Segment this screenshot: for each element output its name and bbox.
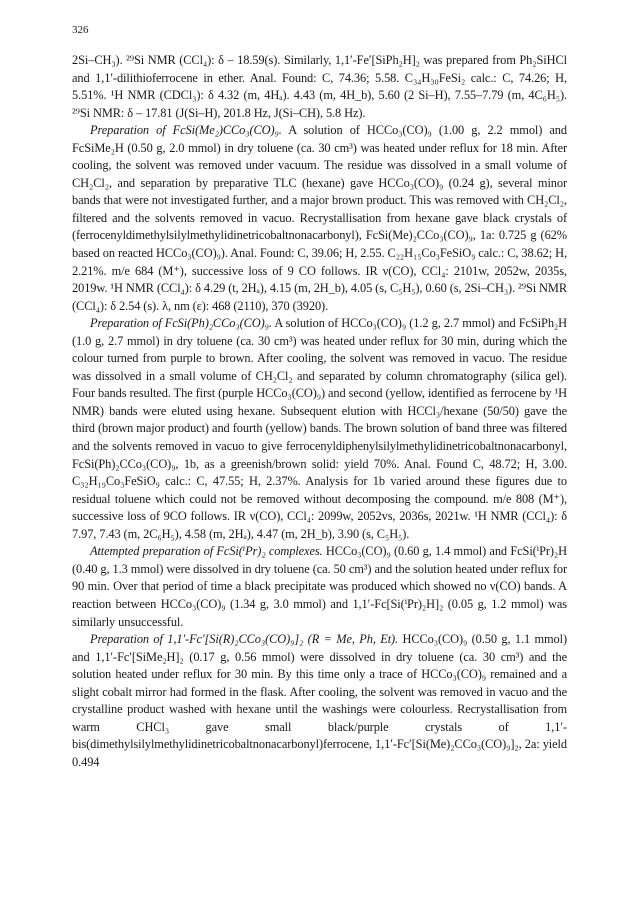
experimental-text xyxy=(72,52,567,771)
paragraph-heading: Preparation of FcSi(Ph)₂CCo₃(CO)₉. xyxy=(90,316,272,331)
paragraph-heading: Preparation of 1,1′-Fc′[Si(R)₂CCo₃(CO)₉]₂ (R = Me, Ph, Et). xyxy=(90,632,399,647)
paragraph-text: 2Si–CH₃). ²⁹Si NMR (CCl₄): δ – 18.59(s). Similarly, 1,1′-Fe′[SiPh₂H]₂ was prepared from Ph₂SiHCl and 1,1′-dilithioferrocene in ether. Anal. Found: C, 74.36; 5.58. C₃₄H₃₀FeSi₂ calc.: C, 74.26; H, 5.51%. ¹H NMR (CDCl₃): δ 4.32 (m, 4Hₐ). 4.43 (m, 4H_b), 5.60 (2 Si–H), 7.55–7.79 (m, 4C₆H₅). ²⁹Si NMR: δ – 17.81 (J(Si–H), 201.8 Hz, J(Si–CH), 5.8 Hz). xyxy=(72,53,567,120)
paragraph-text: HCCo₃(CO)₉ (0.50 g, 1.1 mmol) and 1,1′-Fc′[SiMe₂H]₂ (0.17 g, 0.56 mmol) were dissolved in dry toluene (ca. 30 cm³) and the solution heated under reflux for 30 min. By this time only a trace of HCCo₃(CO)₉ remained and a slight cobalt mirror had formed in the flask. After cooling, the solvent was removed in vacuo and the crystalline product washed with hexane until the washings were colourless. Recrystallisation from warm CHCl₃ gave small black/purple crystals of 1,1′-bis(dimethylsilylmethylidinetricobaltnonacarbonyl)ferrocene, 1,1′-Fc′[Si(Me)₂CCo₃(CO)₉]₂, 2a: yield 0.494 xyxy=(72,632,567,769)
paragraph-continuation xyxy=(72,52,567,122)
paragraph-heading: Preparation of FcSi(Me₂)CCo₃(CO)₉. xyxy=(90,123,282,138)
paragraph-text: A solution of HCCo₃(CO)₉ (1.00 g, 2.2 mmol) and FcSiMe₂H (0.50 g, 2.0 mmol) in dry toluene (ca. 30 cm³) was heated under reflux for 18 min. After cooling, the solvent was removed under vacuum. The residue was dissolved in a small volume of CH₂Cl₂, and separation by preparative TLC (hexane) gave HCCo₃(CO)₉ (0.24 g), several minor bands that were not investigated further, and a major brown product. This was removed with CH₂Cl₂, filtered and the solvents removed in vacuo. Recrystallisation from hexane gave black crystals of (ferrocenyldimethylsilylmethylidinetricobaltnonacarbonyl), FcSi(Me)₂CCo₃(CO)₉, 1a: 0.725 g (62% based on reacted HCCo₃(CO)₉). Anal. Found: C, 39.06; H, 2.55. C₂₂H₁₅Co₃FeSiO₉ calc.: C, 38.62; H, 2.21%. m/e 684 (M⁺), successive loss of 9 CO follows. IR ν(CO), CCl₄: 2101w, 2052w, 2035s, 2019w. ¹H NMR (CCl₄): δ 4.29 (t, 2Hₐ), 4.15 (m, 2H_b), 4.05 (s, C₅H₅), 0.60 (s, 2Si–CH₃). ²⁹Si NMR (CCl₄): δ 2.54 (s). λ, nm (ε): 468 (2110), 370 (3920). xyxy=(72,123,567,313)
paragraph-fcsiph2-prep xyxy=(72,315,567,543)
paragraph-fcsiipr2-attempt xyxy=(72,543,567,631)
paragraph-bis-prep xyxy=(72,631,567,771)
paragraph-heading: Attempted preparation of FcSi(ⁱPr)₂ complexes. xyxy=(90,544,323,559)
page-number: 326 xyxy=(72,24,89,36)
paragraph-text: HCCo₃(CO)₉ (0.60 g, 1.4 mmol) and FcSi(ⁱPr)₂H (0.40 g, 1.3 mmol) were dissolved in dry toluene (ca. 50 cm³) and the solution heated under reflux for 90 min. Over that period of time a black precipitate was produced which showed no ν(CO) bands. A reaction between HCCo₃(CO)₉ (1.34 g, 3.0 mmol) and 1,1′-Fc[Si(ⁱPr)₂H]₂ (0.05 g, 1.2 mmol) was similarly unsuccessful. xyxy=(72,544,567,629)
paragraph-text: A solution of HCCo₃(CO)₉ (1.2 g, 2.7 mmol) and FcSiPh₂H (1.0 g, 2.7 mmol) in dry toluene (ca. 30 cm³) was heated under reflux for 30 min, during which the colour turned from purple to brown. After cooling, the solvent was removed in vacuo. The residue was dissolved in a small volume of CH₂Cl₂ and separated by column chromatography (silica gel). Four bands resulted. The first (purple HCCo₃(CO)₉) and second (yellow, identified as ferrocene by ¹H NMR) bands were eluted using hexane. Subsequent elution with HCCl₃/hexane (50/50) gave the third (brown major product) and fourth (yellow) bands. The brown solution of band three was filtered and the solvents removed in vacuo to give ferrocenyldiphenylsilylmethylidinetricobaltnonacarbonyl, FcSi(Ph)₂CCo₃(CO)₉, 1b, as a greenish/brown solid: yield 70%. Anal. Found C, 48.72; H, 3.00. C₃₂H₁₉Co₃FeSiO₉ calc.: C, 47.55; H, 2.37%. Analysis for 1b varied around these figures due to residual toluene which could not be removed without decomposing the compound. m/e 808 (M⁺), successive loss of 9CO follows. IR ν(CO), CCl₄: 2099w, 2052vs, 2036s, 2021w. ¹H NMR (CCl₄): δ 7.97, 7.43 (m, 2C₆H₅), 4.58 (m, 2Hₐ), 4.47 (m, 2H_b), 3.90 (s, C₅H₅). xyxy=(72,316,568,541)
paragraph-fcsime2-prep xyxy=(72,122,567,315)
